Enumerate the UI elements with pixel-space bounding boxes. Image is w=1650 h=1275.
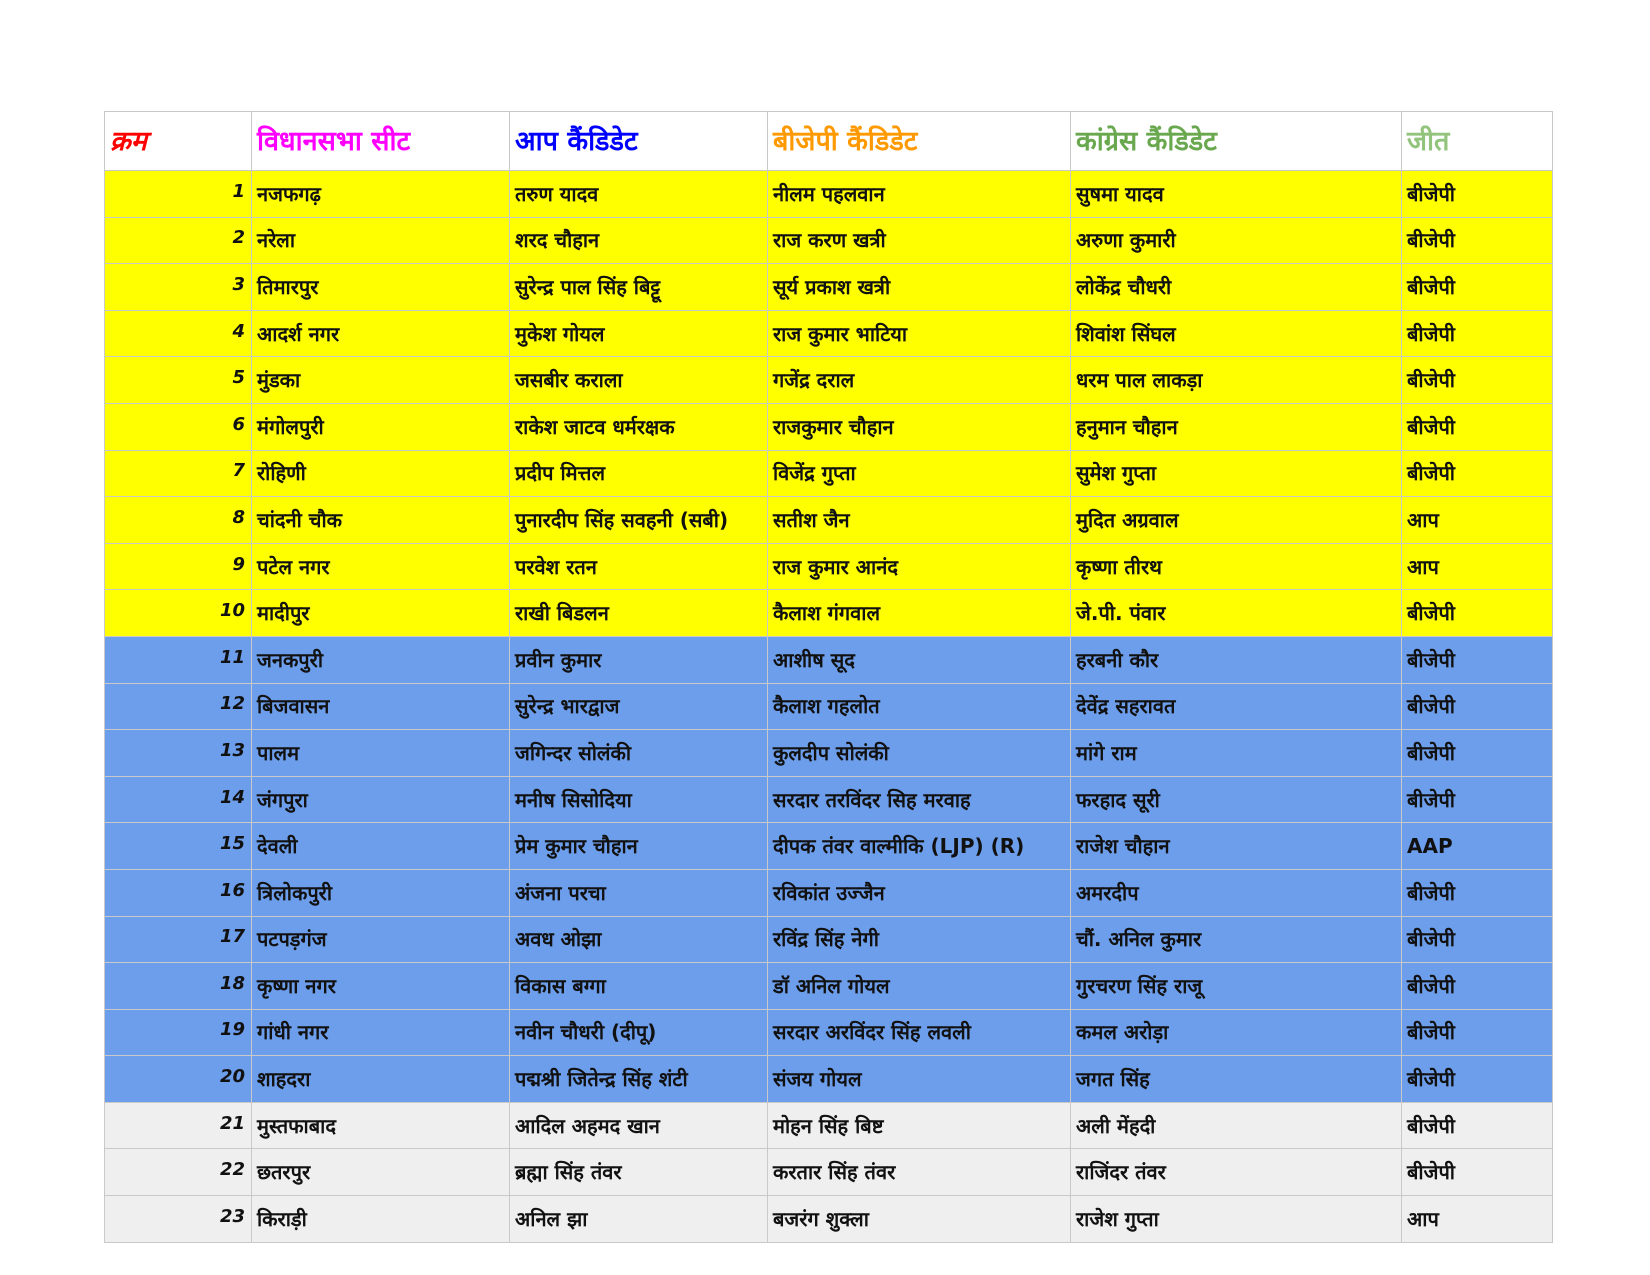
bjp-candidate-cell: करतार सिंह तंवर — [768, 1149, 1071, 1196]
serial-number-cell: 18 — [105, 963, 252, 1010]
table-row — [105, 171, 1553, 218]
serial-number-cell: 17 — [105, 916, 252, 963]
congress-candidate-cell: राजेश गुप्ता — [1071, 1196, 1402, 1243]
assembly-seat-cell: मुंडका — [252, 357, 510, 404]
serial-number-cell: 16 — [105, 869, 252, 916]
bjp-candidate-cell: दीपक तंवर वाल्मीकि (LJP) (R) — [768, 823, 1071, 870]
winner-cell: बीजेपी — [1402, 590, 1553, 637]
header-row — [105, 112, 1553, 171]
aap-candidate-cell: जसबीर कराला — [510, 357, 768, 404]
aap-candidate-cell: ब्रह्मा सिंह तंवर — [510, 1149, 768, 1196]
winner-cell: आप — [1402, 497, 1553, 544]
bjp-candidate-cell: रविकांत उज्जैन — [768, 869, 1071, 916]
congress-candidate-cell: अरुणा कुमारी — [1071, 217, 1402, 264]
aap-candidate-cell: शरद चौहान — [510, 217, 768, 264]
serial-number-cell: 1 — [105, 171, 252, 218]
congress-candidate-cell: मुदित अग्रवाल — [1071, 497, 1402, 544]
table-row — [105, 1149, 1553, 1196]
congress-candidate-cell: लोकेंद्र चौधरी — [1071, 264, 1402, 311]
bjp-candidate-cell: नीलम पहलवान — [768, 171, 1071, 218]
table-row — [105, 636, 1553, 683]
bjp-candidate-cell: गजेंद्र दराल — [768, 357, 1071, 404]
serial-number-cell: 10 — [105, 590, 252, 637]
serial-number-cell: 22 — [105, 1149, 252, 1196]
winner-cell: आप — [1402, 1196, 1553, 1243]
congress-candidate-cell: अली मेंहदी — [1071, 1102, 1402, 1149]
table-row — [105, 264, 1553, 311]
serial-number-cell: 20 — [105, 1056, 252, 1103]
congress-candidate-cell: राजेश चौहान — [1071, 823, 1402, 870]
winner-cell: बीजेपी — [1402, 730, 1553, 777]
serial-number-cell: 3 — [105, 264, 252, 311]
bjp-candidate-cell: कैलाश गहलोत — [768, 683, 1071, 730]
assembly-seat-cell: तिमारपुर — [252, 264, 510, 311]
bjp-candidate-cell: राजकुमार चौहान — [768, 403, 1071, 450]
header-assembly-seat: विधानसभा सीट — [252, 112, 510, 171]
winner-cell: बीजेपी — [1402, 1056, 1553, 1103]
aap-candidate-cell: सुरेन्द्र भारद्वाज — [510, 683, 768, 730]
assembly-seat-cell: पटेल नगर — [252, 543, 510, 590]
winner-cell: बीजेपी — [1402, 1009, 1553, 1056]
bjp-candidate-cell: डॉ अनिल गोयल — [768, 963, 1071, 1010]
congress-candidate-cell: चौं. अनिल कुमार — [1071, 916, 1402, 963]
bjp-candidate-cell: कैलाश गंगवाल — [768, 590, 1071, 637]
table-row — [105, 1009, 1553, 1056]
aap-candidate-cell: तरुण यादव — [510, 171, 768, 218]
congress-candidate-cell: मांगे राम — [1071, 730, 1402, 777]
assembly-seat-cell: चांदनी चौक — [252, 497, 510, 544]
congress-candidate-cell: फरहाद सूरी — [1071, 776, 1402, 823]
winner-cell: बीजेपी — [1402, 636, 1553, 683]
assembly-seat-cell: गांधी नगर — [252, 1009, 510, 1056]
serial-number-cell: 15 — [105, 823, 252, 870]
assembly-seat-cell: पटपड़गंज — [252, 916, 510, 963]
aap-candidate-cell: अंजना परचा — [510, 869, 768, 916]
aap-candidate-cell: राखी बिडलन — [510, 590, 768, 637]
bjp-candidate-cell: रविंद्र सिंह नेगी — [768, 916, 1071, 963]
congress-candidate-cell: कमल अरोड़ा — [1071, 1009, 1402, 1056]
winner-cell: बीजेपी — [1402, 171, 1553, 218]
assembly-seat-cell: बिजवासन — [252, 683, 510, 730]
table-row — [105, 730, 1553, 777]
table-row — [105, 683, 1553, 730]
congress-candidate-cell: सुषमा यादव — [1071, 171, 1402, 218]
aap-candidate-cell: मनीष सिसोदिया — [510, 776, 768, 823]
table-row — [105, 543, 1553, 590]
table-row — [105, 776, 1553, 823]
bjp-candidate-cell: आशीष सूद — [768, 636, 1071, 683]
table-row — [105, 963, 1553, 1010]
assembly-seat-cell: छतरपुर — [252, 1149, 510, 1196]
congress-candidate-cell: हनुमान चौहान — [1071, 403, 1402, 450]
bjp-candidate-cell: राज करण खत्री — [768, 217, 1071, 264]
serial-number-cell: 5 — [105, 357, 252, 404]
serial-number-cell: 6 — [105, 403, 252, 450]
bjp-candidate-cell: बजरंग शुक्ला — [768, 1196, 1071, 1243]
bjp-candidate-cell: सरदार तरविंदर सिह मरवाह — [768, 776, 1071, 823]
congress-candidate-cell: कृष्णा तीरथ — [1071, 543, 1402, 590]
assembly-seat-cell: जंगपुरा — [252, 776, 510, 823]
bjp-candidate-cell: मोहन सिंह बिष्ट — [768, 1102, 1071, 1149]
assembly-seat-cell: कृष्णा नगर — [252, 963, 510, 1010]
aap-candidate-cell: प्रदीप मित्तल — [510, 450, 768, 497]
table-row — [105, 1196, 1553, 1243]
bjp-candidate-cell: राज कुमार भाटिया — [768, 310, 1071, 357]
aap-candidate-cell: प्रवीन कुमार — [510, 636, 768, 683]
congress-candidate-cell: देवेंद्र सहरावत — [1071, 683, 1402, 730]
bjp-candidate-cell: विजेंद्र गुप्ता — [768, 450, 1071, 497]
assembly-seat-cell: शाहदरा — [252, 1056, 510, 1103]
congress-candidate-cell: जे.पी. पंवार — [1071, 590, 1402, 637]
serial-number-cell: 11 — [105, 636, 252, 683]
table-row — [105, 590, 1553, 637]
assembly-seat-cell: मुस्तफाबाद — [252, 1102, 510, 1149]
table-row — [105, 497, 1553, 544]
winner-cell: बीजेपी — [1402, 217, 1553, 264]
aap-candidate-cell: पद्मश्री जितेन्द्र सिंह शंटी — [510, 1056, 768, 1103]
bjp-candidate-cell: कुलदीप सोलंकी — [768, 730, 1071, 777]
table-row — [105, 450, 1553, 497]
table-row — [105, 310, 1553, 357]
assembly-seat-cell: नरेला — [252, 217, 510, 264]
serial-number-cell: 9 — [105, 543, 252, 590]
aap-candidate-cell: विकास बग्गा — [510, 963, 768, 1010]
serial-number-cell: 8 — [105, 497, 252, 544]
congress-candidate-cell: जगत सिंह — [1071, 1056, 1402, 1103]
winner-cell: बीजेपी — [1402, 310, 1553, 357]
congress-candidate-cell: शिवांश सिंघल — [1071, 310, 1402, 357]
serial-number-cell: 12 — [105, 683, 252, 730]
winner-cell: बीजेपी — [1402, 450, 1553, 497]
header-aap-candidate: आप कैंडिडेट — [510, 112, 768, 171]
congress-candidate-cell: राजिंदर तंवर — [1071, 1149, 1402, 1196]
assembly-seat-cell: जनकपुरी — [252, 636, 510, 683]
assembly-seat-cell: नजफगढ़ — [252, 171, 510, 218]
winner-cell: बीजेपी — [1402, 1149, 1553, 1196]
table-row — [105, 357, 1553, 404]
bjp-candidate-cell: राज कुमार आनंद — [768, 543, 1071, 590]
header-congress-candidate: कांग्रेस कैंडिडेट — [1071, 112, 1402, 171]
winner-cell: बीजेपी — [1402, 357, 1553, 404]
winner-cell: आप — [1402, 543, 1553, 590]
aap-candidate-cell: प्रेम कुमार चौहान — [510, 823, 768, 870]
assembly-seat-cell: देवली — [252, 823, 510, 870]
table-row — [105, 823, 1553, 870]
bjp-candidate-cell: सरदार अरविंदर सिंह लवली — [768, 1009, 1071, 1056]
table-row — [105, 403, 1553, 450]
serial-number-cell: 23 — [105, 1196, 252, 1243]
congress-candidate-cell: सुमेश गुप्ता — [1071, 450, 1402, 497]
winner-cell: बीजेपी — [1402, 776, 1553, 823]
congress-candidate-cell: अमरदीप — [1071, 869, 1402, 916]
assembly-seat-cell: मादीपुर — [252, 590, 510, 637]
bjp-candidate-cell: सूर्य प्रकाश खत्री — [768, 264, 1071, 311]
bjp-candidate-cell: संजय गोयल — [768, 1056, 1071, 1103]
congress-candidate-cell: गुरचरण सिंह राजू — [1071, 963, 1402, 1010]
aap-candidate-cell: मुकेश गोयल — [510, 310, 768, 357]
aap-candidate-cell: राकेश जाटव धर्मरक्षक — [510, 403, 768, 450]
winner-cell: AAP — [1402, 823, 1553, 870]
serial-number-cell: 19 — [105, 1009, 252, 1056]
winner-cell: बीजेपी — [1402, 403, 1553, 450]
table-row — [105, 1056, 1553, 1103]
winner-cell: बीजेपी — [1402, 963, 1553, 1010]
winner-cell: बीजेपी — [1402, 264, 1553, 311]
serial-number-cell: 2 — [105, 217, 252, 264]
serial-number-cell: 4 — [105, 310, 252, 357]
aap-candidate-cell: जगिन्दर सोलंकी — [510, 730, 768, 777]
aap-candidate-cell: सुरेन्द्र पाल सिंह बिट्टू — [510, 264, 768, 311]
header-bjp-candidate: बीजेपी कैंडिडेट — [768, 112, 1071, 171]
congress-candidate-cell: धरम पाल लाकड़ा — [1071, 357, 1402, 404]
candidates-table — [104, 111, 1553, 1243]
winner-cell: बीजेपी — [1402, 683, 1553, 730]
aap-candidate-cell: आदिल अहमद खान — [510, 1102, 768, 1149]
serial-number-cell: 13 — [105, 730, 252, 777]
serial-number-cell: 21 — [105, 1102, 252, 1149]
header-winner: जीत — [1402, 112, 1553, 171]
table-row — [105, 1102, 1553, 1149]
serial-number-cell: 7 — [105, 450, 252, 497]
header-serial-number: क्रम — [105, 112, 252, 171]
winner-cell: बीजेपी — [1402, 869, 1553, 916]
aap-candidate-cell: परवेश रतन — [510, 543, 768, 590]
assembly-seat-cell: पालम — [252, 730, 510, 777]
table-row — [105, 916, 1553, 963]
assembly-seat-cell: त्रिलोकपुरी — [252, 869, 510, 916]
assembly-seat-cell: रोहिणी — [252, 450, 510, 497]
aap-candidate-cell: अनिल झा — [510, 1196, 768, 1243]
aap-candidate-cell: अवध ओझा — [510, 916, 768, 963]
aap-candidate-cell: नवीन चौधरी (दीपू) — [510, 1009, 768, 1056]
assembly-seat-cell: किराड़ी — [252, 1196, 510, 1243]
congress-candidate-cell: हरबनी कौर — [1071, 636, 1402, 683]
bjp-candidate-cell: सतीश जैन — [768, 497, 1071, 544]
winner-cell: बीजेपी — [1402, 1102, 1553, 1149]
aap-candidate-cell: पुनारदीप सिंह सवहनी (सबी) — [510, 497, 768, 544]
assembly-seat-cell: मंगोलपुरी — [252, 403, 510, 450]
serial-number-cell: 14 — [105, 776, 252, 823]
table-row — [105, 217, 1553, 264]
winner-cell: बीजेपी — [1402, 916, 1553, 963]
table-row — [105, 869, 1553, 916]
assembly-seat-cell: आदर्श नगर — [252, 310, 510, 357]
